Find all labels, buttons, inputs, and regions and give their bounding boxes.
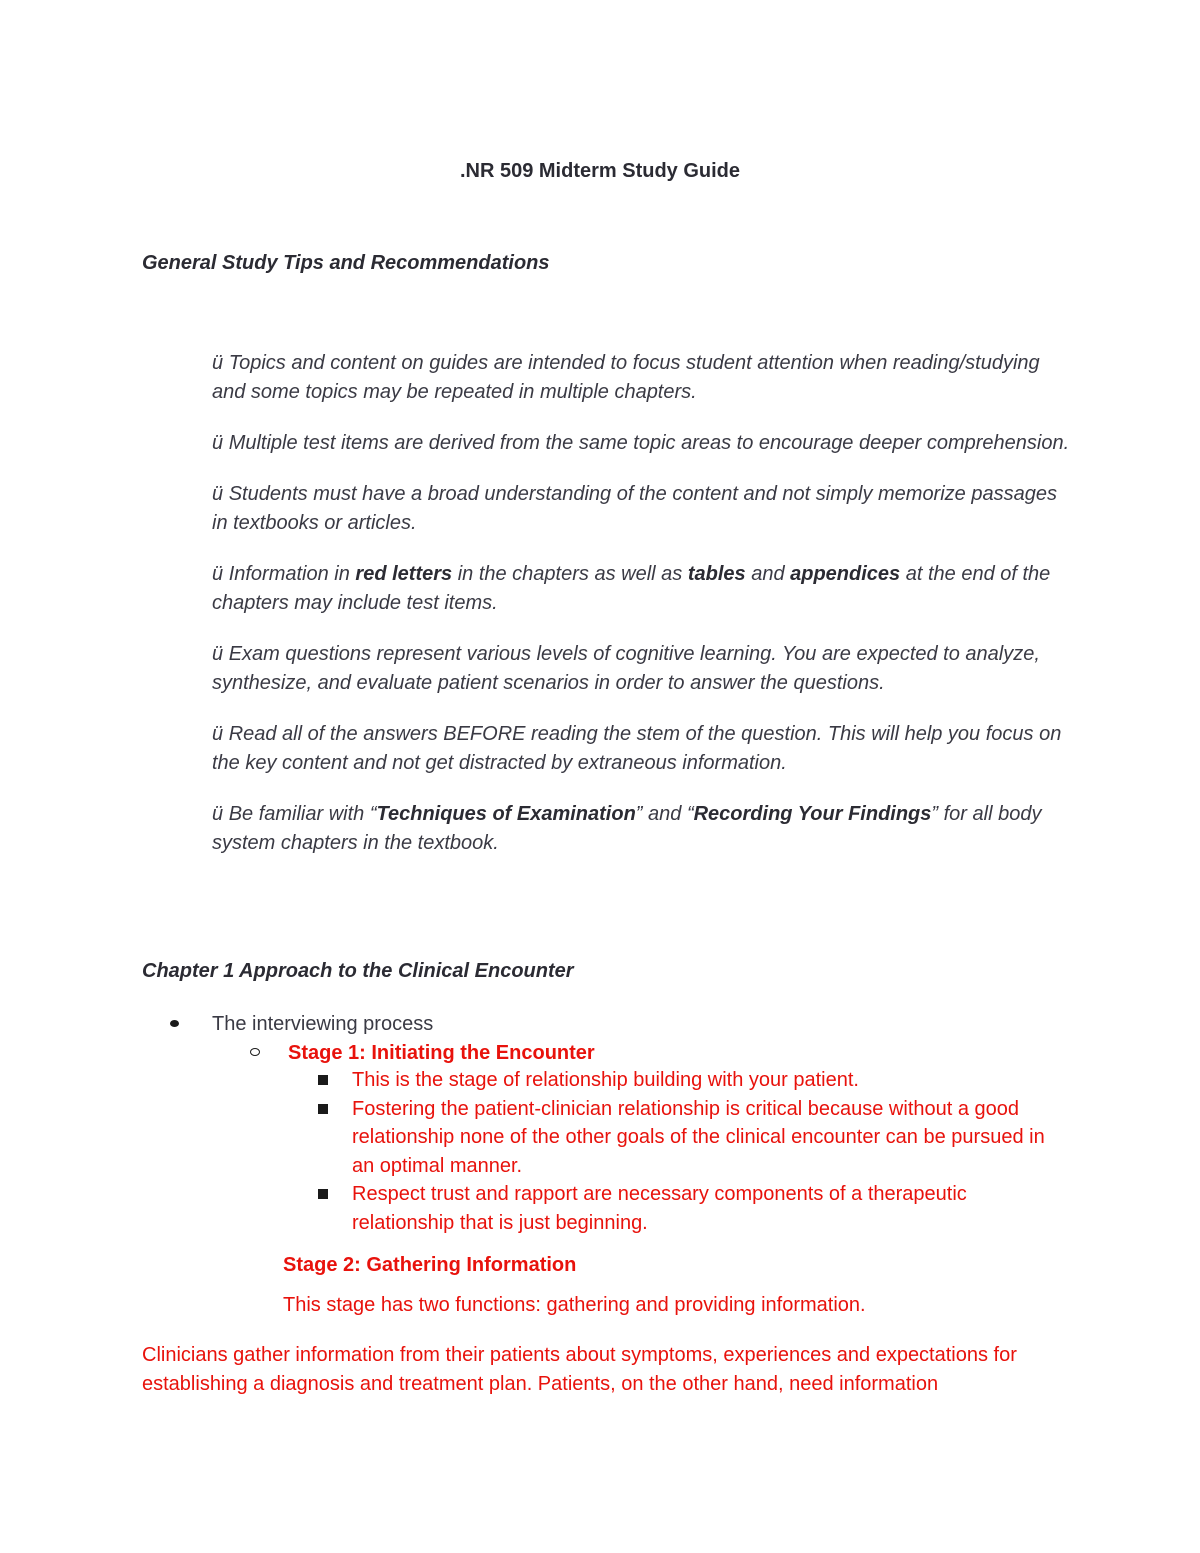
list-item-text: Respect trust and rapport are necessary components of a therapeutic relationship that is just beginning. — [352, 1183, 967, 1234]
stage2-text: This stage has two functions: gathering and providing information. — [283, 1294, 866, 1316]
check-mark-icon: ü — [212, 352, 224, 374]
tip-emphasis: red letters — [355, 563, 453, 585]
check-mark-icon: ü — [212, 483, 224, 505]
stage1-points-list — [318, 1066, 1058, 1237]
tip-text: and — [745, 563, 791, 585]
tip-text: ” for all body system chapters in the textbook. — [212, 803, 1042, 854]
tip-text: Read all of the answers BEFORE reading the stem of the question. This will help you focus on the key content and not get distracted by extraneous information. — [212, 723, 1062, 774]
list-item-text: This is the stage of relationship building with your patient. — [352, 1069, 859, 1091]
tip-emphasis: Recording Your Findings — [693, 803, 932, 825]
filled-bullet-icon — [170, 1020, 179, 1027]
tip-item — [212, 429, 1072, 458]
tips-list — [212, 349, 1072, 880]
list-item-level3 — [318, 1066, 1058, 1095]
tip-emphasis: Techniques of Examination — [376, 803, 636, 825]
tip-text: at the end of the chapters may include test items. — [212, 563, 1051, 614]
square-bullet-icon — [318, 1104, 328, 1114]
square-bullet-icon — [318, 1075, 328, 1085]
square-bullet-icon — [318, 1189, 328, 1199]
tip-item — [212, 720, 1072, 778]
body-paragraph: Clinicians gather information from their patients about symptoms, experiences and expectations for establishing a diagnosis and treatment plan. Patients, on the other hand, need information — [142, 1344, 1017, 1395]
tip-emphasis: tables — [687, 563, 746, 585]
tip-item — [212, 560, 1072, 618]
tip-text: Multiple test items are derived from the same topic areas to encourage deeper comprehension. — [228, 432, 1070, 454]
tip-item — [212, 480, 1072, 538]
tip-text: Be familiar with “ — [228, 803, 377, 825]
tip-text: in the chapters as well as — [452, 563, 688, 585]
tip-text: Topics and content on guides are intended to focus student attention when reading/studying and some topics may be repeated in multiple chapters. — [212, 352, 1040, 403]
tip-item — [212, 800, 1072, 858]
general-tips-heading: General Study Tips and Recommendations — [142, 252, 550, 274]
chapter1-heading: Chapter 1 Approach to the Clinical Encounter — [142, 960, 574, 982]
stage2-title: Stage 2: Gathering Information — [283, 1254, 577, 1276]
list-item-text: The interviewing process — [212, 1013, 434, 1035]
check-mark-icon: ü — [212, 723, 224, 745]
tip-text: Students must have a broad understanding of the content and not simply memorize passages in textbooks or articles. — [212, 483, 1057, 534]
list-item-level3 — [318, 1180, 1058, 1237]
check-mark-icon: ü — [212, 563, 224, 585]
document-title: .NR 509 Midterm Study Guide — [459, 160, 741, 182]
list-item-level3 — [318, 1095, 1058, 1181]
stage1-title: Stage 1: Initiating the Encounter — [288, 1042, 595, 1064]
hollow-bullet-icon — [250, 1048, 260, 1056]
tip-text: ” and “ — [635, 803, 694, 825]
tip-item — [212, 640, 1072, 698]
tip-emphasis: appendices — [790, 563, 901, 585]
tip-item — [212, 349, 1072, 407]
list-item-text: Fostering the patient-clinician relationship is critical because without a good relationship none of the other goals of the clinical encounter can be pursued in an optimal manner. — [352, 1097, 1045, 1177]
tip-text: Exam questions represent various levels of cognitive learning. You are expected to analyze, synthesize, and evaluate patient scenarios in order to answer the questions. — [212, 643, 1040, 694]
check-mark-icon: ü — [212, 643, 224, 665]
check-mark-icon: ü — [212, 432, 224, 454]
tip-text: Information in — [228, 563, 356, 585]
check-mark-icon: ü — [212, 803, 224, 825]
